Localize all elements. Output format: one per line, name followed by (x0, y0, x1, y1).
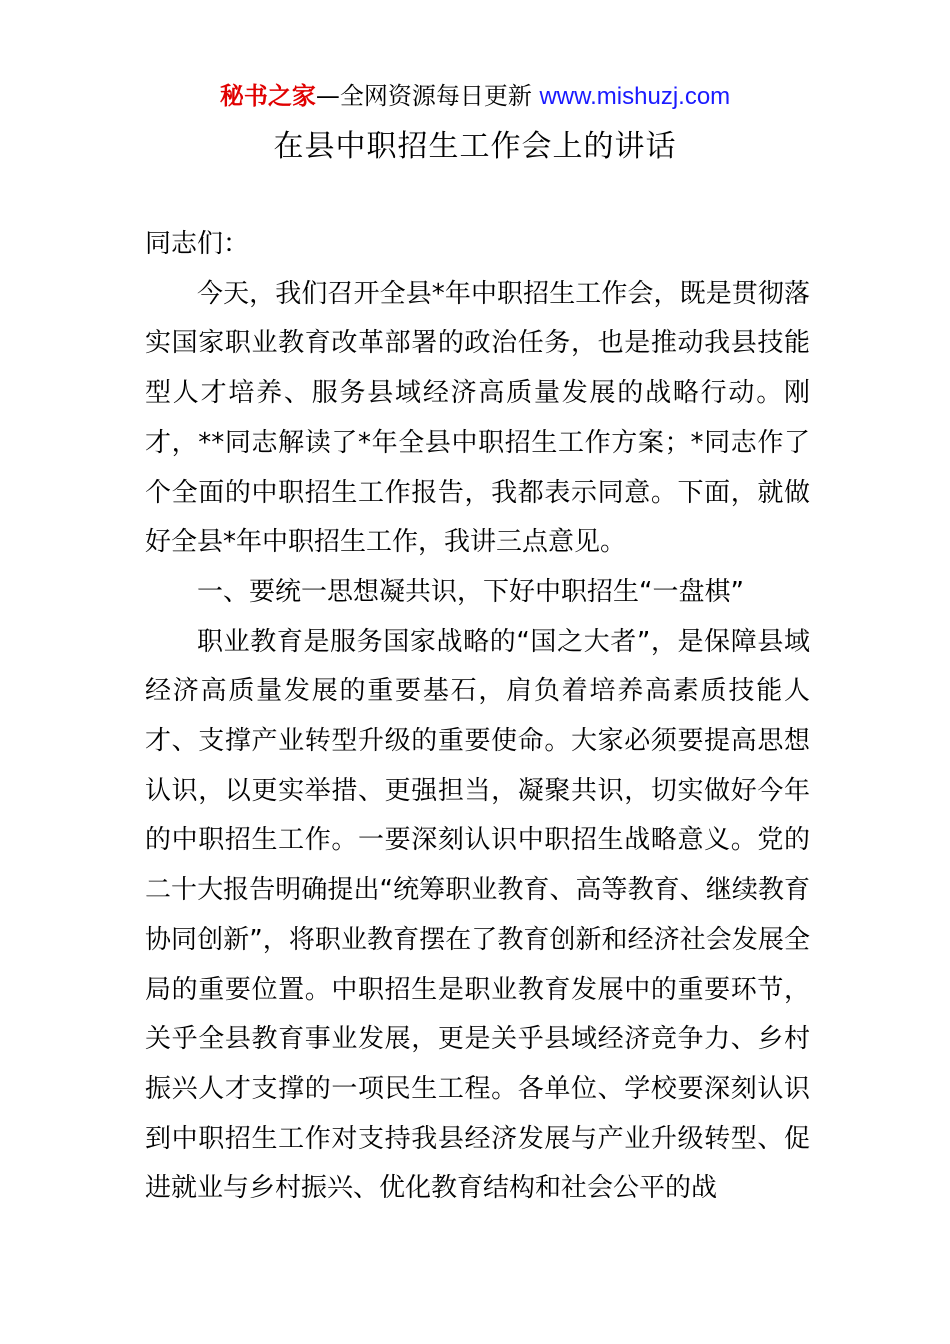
site-brand: 秘书之家 (219, 82, 316, 110)
site-tagline: —全网资源每日更新 (315, 82, 540, 110)
document-title: 在县中职招生工作会上的讲话 (273, 129, 677, 164)
paragraph-section-1: 职业教育是服务国家战略的“国之大者”，是保障县域经济高质量发展的重要基石，肩负着培养高素质技能人才、支撑产业转型升级的重要使命。大家必须要提高思想认识，以更实举措、更强担当，凝聚共识，切实做好今年的中职招生工作。一要深刻认识中职招生战略意义。党的二十大报告明确提出“统筹职业教育、高等教育、继续教育协同创新”，将职业教育摆在了教育创新和经济社会发展全局的重要位置。中职招生是职业教育发展中的重要环节，关乎全县教育事业发展，更是关乎县域经济竞争力、乡村振兴人才支撑的一项民生工程。各单位、学校要深刻认识到中职招生工作对支持我县经济发展与产业升级转型、促进就业与乡村振兴、优化教育结构和社会公平的战 (145, 626, 810, 1204)
salutation: 同志们： (145, 229, 250, 259)
site-url-link[interactable]: www.mishuzj.com (539, 83, 731, 110)
site-header (0, 80, 950, 113)
section-heading-1: 一、要统一思想凝共识，下好中职招生“一盘棋” (197, 576, 744, 607)
document-body (145, 220, 810, 1214)
paragraph-intro: 今天，我们召开全县*年中职招生工作会，既是贯彻落实国家职业教育改革部署的政治任务，也是推动我县技能型人才培养、服务县域经济高质量发展的战略行动。刚才，**同志解读了*年全县中职招生工作方案；*同志作了个全面的中职招生工作报告，我都表示同意。下面，就做好全县*年中职招生工作，我讲三点意见。 (145, 278, 810, 558)
